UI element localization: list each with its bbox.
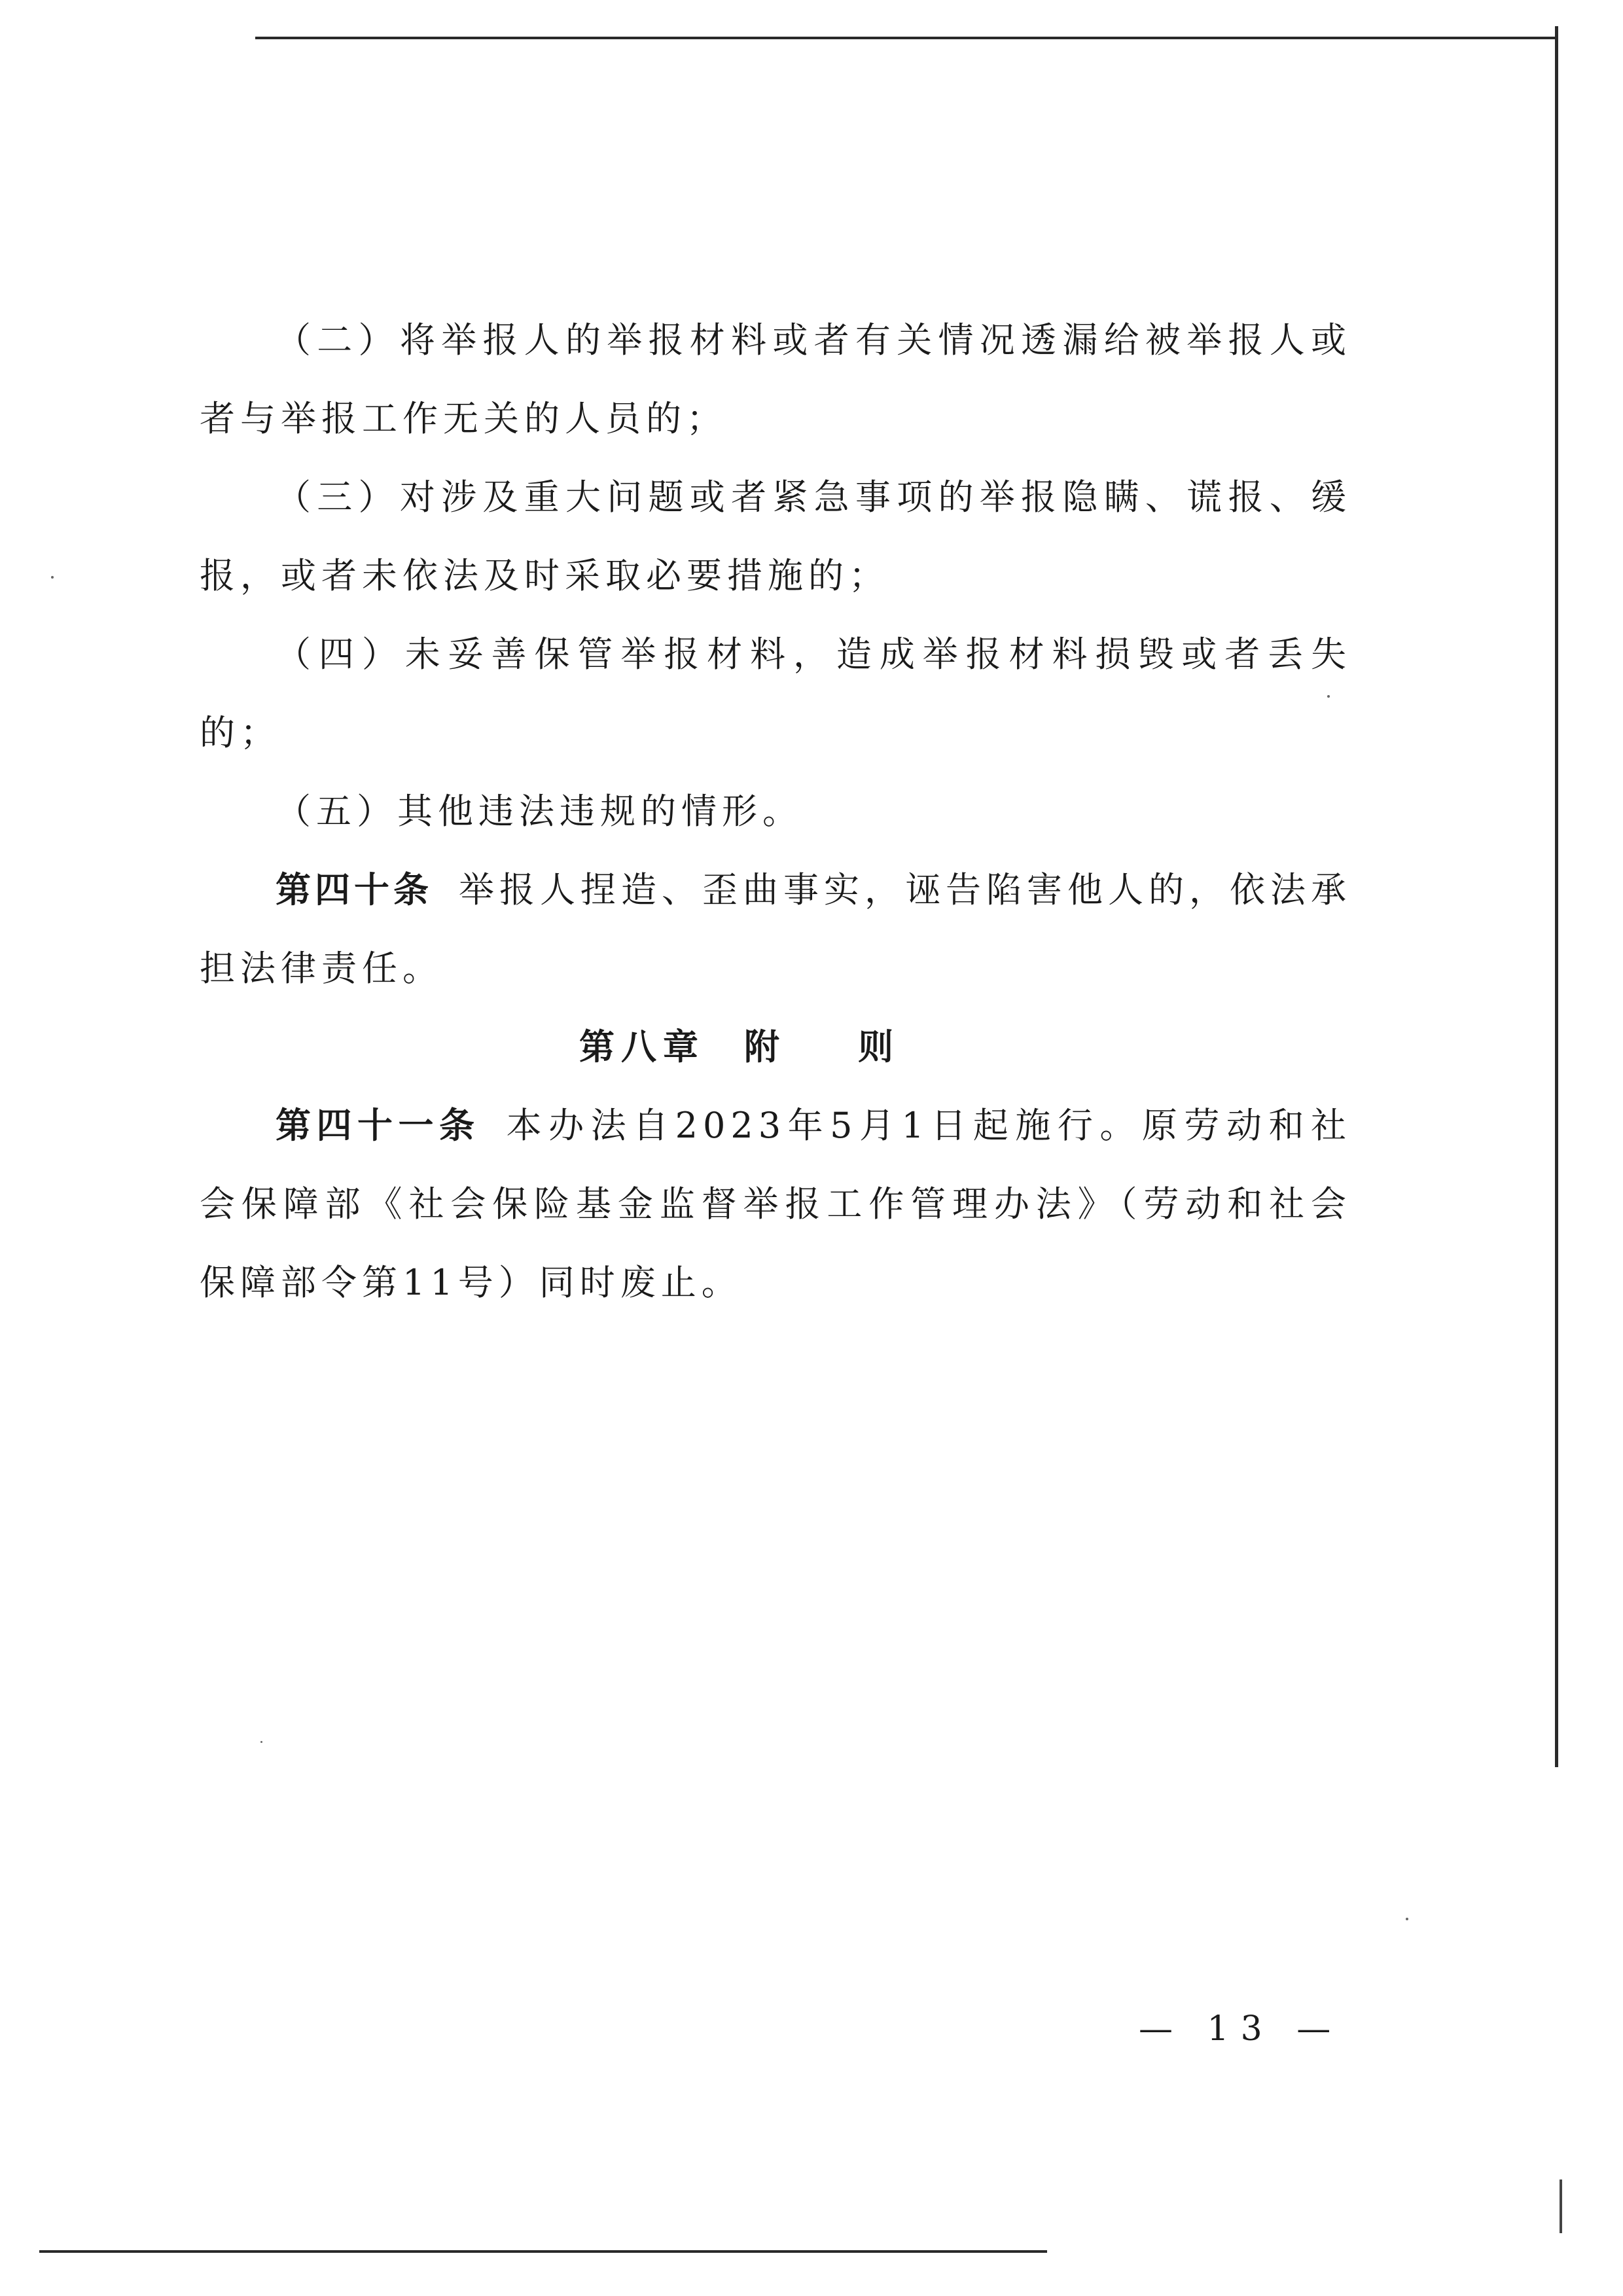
list-item-2: （二）将举报人的举报材料或者有关情况透漏给被举报人或者与举报工作无关的人员的；	[200, 319, 1351, 439]
chapter-name: 附则	[744, 1026, 972, 1067]
article-41	[200, 1086, 1351, 1322]
article-40-text: 举报人捏造、歪曲事实，诬告陷害他人的，依法承担法律责任。	[200, 869, 1351, 989]
article-40-label: 第四十条	[276, 869, 433, 910]
article-41-text: 本办法自2023年5月1日起施行。原劳动和社会保障部《社会保险基金监督举报工作管理办法》（劳动和社会保障部令第11号）同时废止。	[200, 1105, 1351, 1303]
article-40	[200, 851, 1351, 1008]
scan-mark-bottom-right	[1560, 2179, 1562, 2233]
scan-border-top	[255, 37, 1558, 39]
chapter-title	[200, 1008, 1351, 1086]
scan-speck	[1406, 1918, 1408, 1920]
page-number: — 13 —	[1139, 2009, 1343, 2049]
document-body	[200, 301, 1351, 1322]
scan-speck	[260, 1741, 262, 1743]
list-item-3: （三）对涉及重大问题或者紧急事项的举报隐瞒、谎报、缓报，或者未依法及时采取必要措施的；	[200, 476, 1351, 596]
list-item-5: （五）其他违法违规的情形。	[276, 791, 803, 832]
scan-border-right	[1555, 26, 1558, 1767]
scan-border-bottom	[39, 2250, 1047, 2253]
list-item-4: （四）未妥善保管举报材料，造成举报材料损毁或者丢失的；	[200, 634, 1351, 753]
article-41-label: 第四十一条	[276, 1105, 480, 1146]
scan-speck	[51, 576, 54, 579]
chapter-number: 第八章	[579, 1026, 705, 1067]
